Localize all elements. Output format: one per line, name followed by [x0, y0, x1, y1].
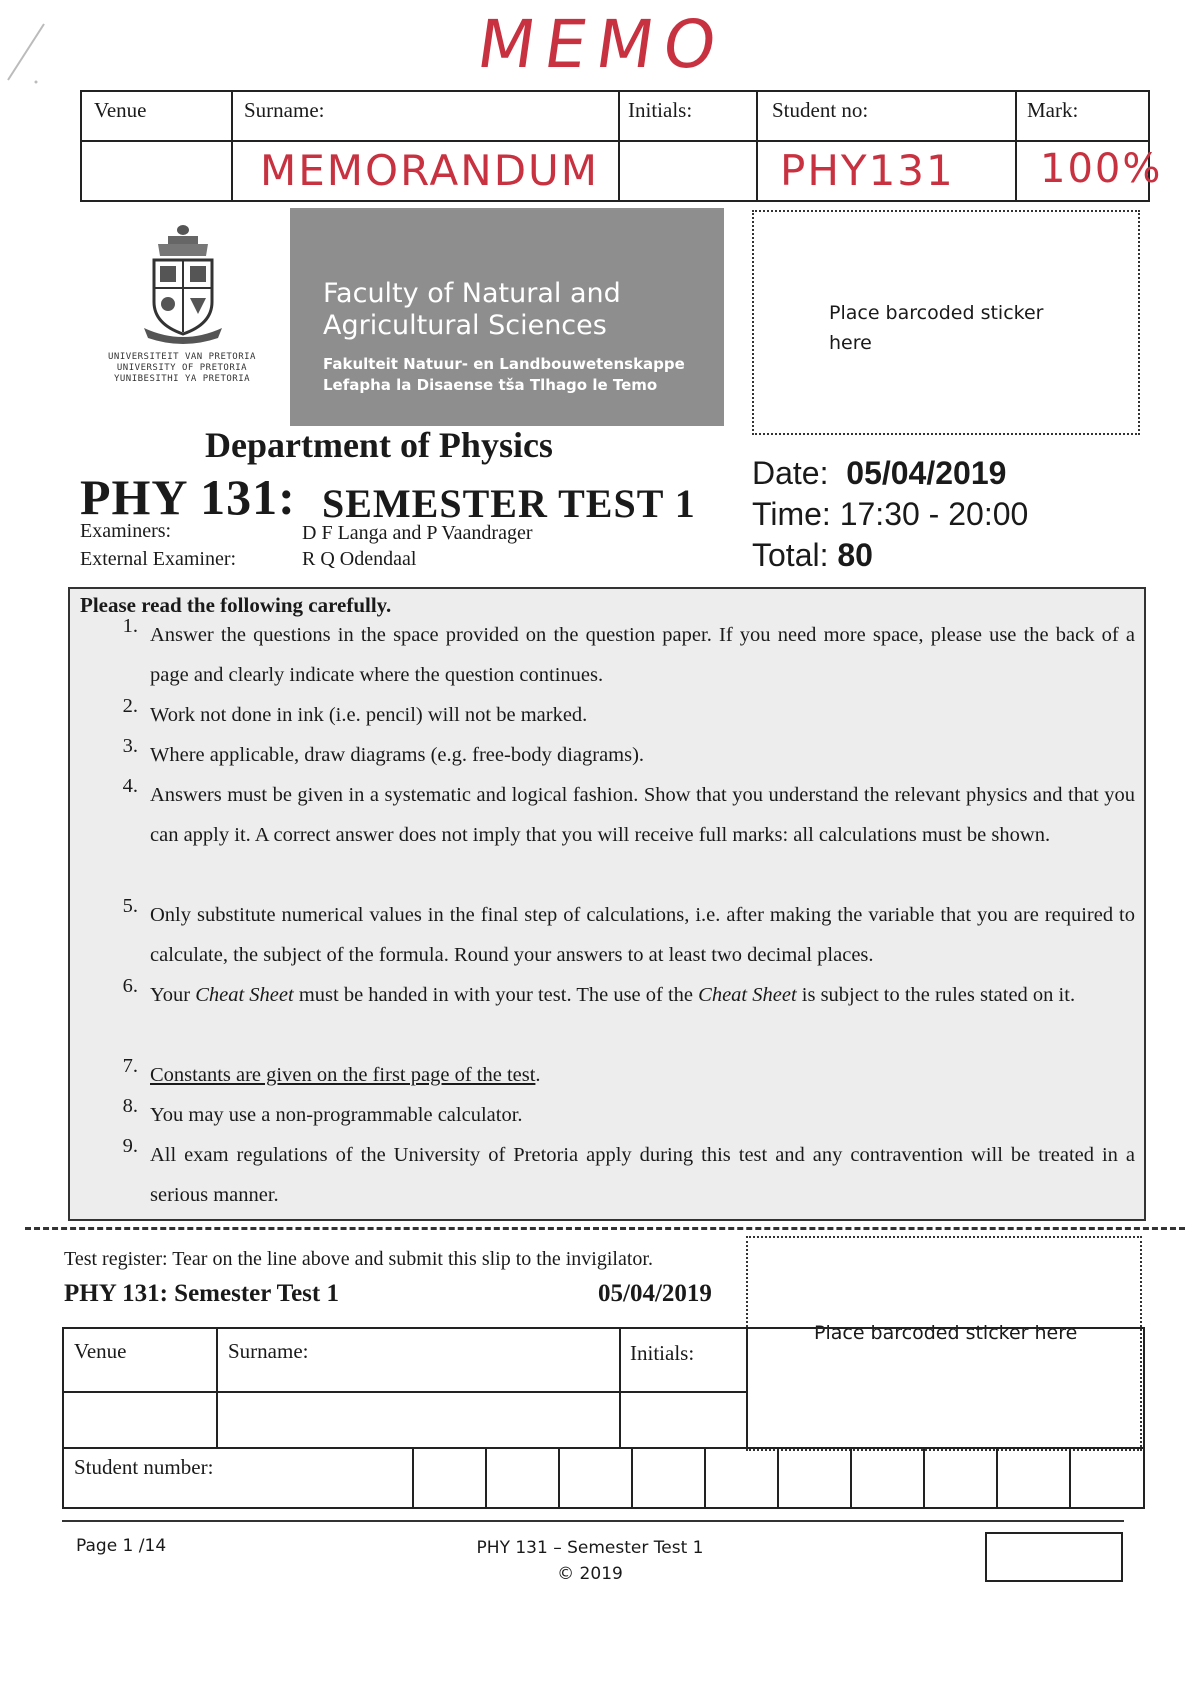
initials-label: Initials:: [628, 98, 693, 122]
digit-box: [923, 1447, 925, 1509]
faculty-banner: [290, 208, 724, 426]
university-name-afrikaans: UNIVERSITEIT VAN PRETORIA: [108, 352, 256, 362]
test-code: PHY 131:: [80, 469, 296, 525]
digit-box: [631, 1447, 633, 1509]
divider: [64, 1391, 746, 1393]
total-value: 80: [837, 537, 873, 573]
sticker-label-slip: Place barcoded sticker here: [814, 1322, 1078, 1344]
handwritten-mark: 100%: [1040, 146, 1163, 192]
digit-box: [850, 1447, 852, 1509]
mark-label: Mark:: [1027, 98, 1079, 122]
divider: [618, 92, 620, 200]
slip-initials-label: Initials:: [630, 1341, 695, 1365]
divider: [746, 1329, 748, 1447]
footer-copyright: © 2019: [557, 1564, 623, 1584]
digit-box: [485, 1447, 487, 1509]
page-number: Page 1 /14: [76, 1536, 167, 1556]
total-line: Total: 80: [752, 537, 873, 573]
date-value: 05/04/2019: [846, 455, 1007, 491]
digit-box: [1069, 1447, 1071, 1509]
slip-student-number-label: Student number:: [74, 1455, 214, 1479]
university-name: [96, 352, 268, 385]
external-examiner-label: External Examiner:: [80, 548, 237, 570]
header-row: [82, 92, 1148, 142]
handwritten-memo: MEMO: [472, 6, 731, 83]
time-line: Time: 17:30 - 20:00: [752, 496, 1029, 532]
test-name: SEMESTER TEST 1: [322, 481, 696, 526]
digit-box: [412, 1447, 414, 1509]
divider: [231, 92, 233, 200]
digit-box: [777, 1447, 779, 1509]
external-examiner-value: R Q Odendaal: [302, 548, 417, 570]
register-slip-table: [62, 1327, 1145, 1509]
divider: [619, 1329, 621, 1447]
register-date: 05/04/2019: [598, 1280, 712, 1307]
register-note: Test register: Tear on the line above and submit this slip to the invigilator.: [64, 1248, 653, 1270]
divider: [1015, 92, 1017, 200]
divider: [64, 1447, 1143, 1449]
tear-line: [25, 1227, 1185, 1230]
faculty-subtitle: Fakulteit Natuur- en Landbouwetenskappe Lefapha la Disaense tša Tlhago le Temo: [323, 355, 685, 394]
digit-box: [704, 1447, 706, 1509]
register-title: PHY 131: Semester Test 1: [64, 1280, 339, 1307]
examiners-label: Examiners:: [80, 520, 172, 542]
faculty-title: Faculty of Natural and Agricultural Sciences: [323, 278, 621, 341]
page-mark-box: [985, 1532, 1123, 1582]
university-name-english: UNIVERSITY OF PRETORIA: [116, 363, 248, 373]
university-name-sepedi: YUNIBESITHI YA PRETORIA: [113, 374, 251, 384]
footer-rule: [62, 1520, 1124, 1522]
handwritten-surname: MEMORANDUM: [260, 146, 600, 195]
instructions-heading: Please read the following carefully.: [80, 593, 392, 617]
digit-box: [996, 1447, 998, 1509]
divider: [756, 92, 758, 200]
barcode-sticker-area: [752, 210, 1140, 435]
footer-course: PHY 131 – Semester Test 1: [476, 1538, 704, 1558]
examiners-value: D F Langa and P Vaandrager: [302, 522, 533, 544]
department-title: Department of Physics: [205, 425, 553, 465]
divider: [216, 1329, 218, 1447]
sticker-label: Place barcoded sticker here: [829, 302, 1044, 354]
header-table: [80, 90, 1163, 202]
student-no-label: Student no:: [772, 98, 869, 122]
time-value: 17:30 - 20:00: [839, 496, 1029, 532]
venue-label: Venue: [94, 98, 147, 122]
date-line: Date: 05/04/2019: [752, 455, 1007, 491]
digit-box: [558, 1447, 560, 1509]
slip-venue-label: Venue: [74, 1339, 127, 1363]
instructions-box: Please read the following carefully. 1. Answer the questions in the space provided on the question paper. If you need more space, please use the back of a page and clearly indicate where the question continues. 2. Work not done in ink (i.e. pencil) will not be marked. 3. Where applicable, draw diagrams (e.g. free-body diagrams). 4. Answers must be given in a systematic and logical fashion. Show that you understand the relevant physics and that you can apply it. A correct answer does not imply that you will receive full marks: all calculations must be shown. 5. Only substitute numerical values in the final step of calculations, i.e. after making the variable that you are required to calculate, the subject of the formula. Round your answers to at least two decimal places. 6. Your Cheat Sheet must be handed in with your test. The use of the Cheat Sheet is subject to the rules stated on it. 7. Constants are given on the first page of the test. 8. You may use a non-programmable calculator. 9. All exam regulations of the University of Pretoria apply during this test and any contravention will be treated in a serious manner.: [68, 587, 1146, 1221]
slip-surname-label: Surname:: [228, 1339, 309, 1363]
university-crest-icon: [138, 222, 228, 346]
handwritten-student-no: PHY131: [780, 146, 955, 195]
scan-mark: [6, 20, 46, 90]
surname-label: Surname:: [244, 98, 325, 122]
